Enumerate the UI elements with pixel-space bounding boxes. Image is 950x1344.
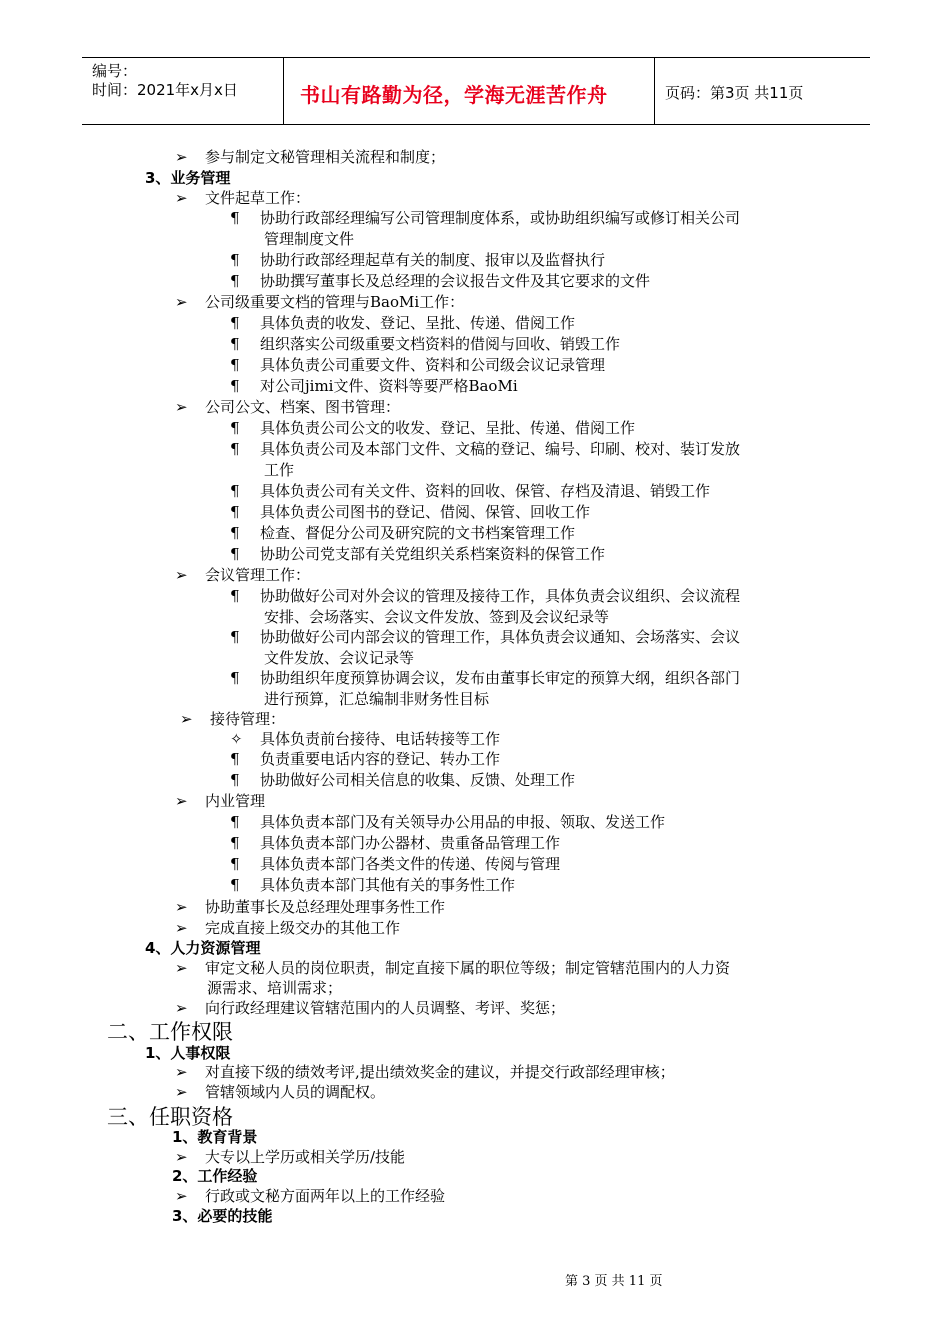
arrow-bullet-icon: ➢ [175,189,188,207]
sub-item-continuation: 管理制度文件 [264,230,355,248]
bullet-item: ➢ 接待管理： [180,710,286,728]
pilcrow-icon: ¶ [230,855,240,873]
sub-item-continuation: 进行预算，汇总编制非财务性目标 [264,690,490,708]
header-divider-right [654,57,655,125]
sub-item: ¶ 具体负责公司公文的收发、登记、呈批、传递、借阅工作 [230,419,636,437]
arrow-bullet-icon: ➢ [175,1063,188,1081]
diamond-bullet-icon: ✧ [230,730,243,748]
pilcrow-icon: ¶ [230,771,240,789]
header-page-info: 页码：第3页 共11页 [665,84,804,102]
sub-item: ¶ 具体负责本部门各类文件的传递、传阅与管理 [230,855,561,873]
bullet-item: ➢ 对直接下级的绩效考评,提出绩效奖金的建议，并提交行政部经理审核； [175,1063,675,1081]
header-bottom-rule [82,124,870,125]
arrow-bullet-icon: ➢ [175,293,188,311]
bullet-item: ➢ 参与制定文秘管理相关流程和制度； [175,148,446,166]
sub-item: ¶ 具体负责公司及本部门文件、文稿的登记、编号、印刷、校对、装订发放 [230,440,741,458]
sub-item: ¶ 协助公司党支部有关党组织关系档案资料的保管工作 [230,545,606,563]
pilcrow-icon: ¶ [230,356,240,374]
pilcrow-icon: ¶ [230,503,240,521]
sub-item: ¶ 具体负责本部门及有关领导办公用品的申报、领取、发送工作 [230,813,666,831]
bullet-item: ➢ 管辖领域内人员的调配权。 [175,1083,386,1101]
pilcrow-icon: ¶ [230,669,240,687]
pilcrow-icon: ¶ [230,545,240,563]
section-heading: 4、人力资源管理 [145,939,261,957]
sub-item: ¶ 协助撰写董事长及总经理的会议报告文件及其它要求的文件 [230,272,651,290]
pilcrow-icon: ¶ [230,628,240,646]
arrow-bullet-icon: ➢ [175,398,188,416]
arrow-bullet-icon: ➢ [175,999,188,1017]
bullet-item: ➢ 向行政经理建议管辖范围内的人员调整、考评、奖惩； [175,999,566,1017]
sub-item: ¶ 检查、督促分公司及研究院的文书档案管理工作 [230,524,576,542]
pilcrow-icon: ¶ [230,377,240,395]
sub-item: ¶ 协助做好公司相关信息的收集、反馈、处理工作 [230,771,576,789]
bullet-item: ➢ 行政或文秘方面两年以上的工作经验 [175,1187,446,1205]
header-date: 时间：2021年x月x日 [92,81,238,99]
arrow-bullet-icon: ➢ [175,1083,188,1101]
arrow-bullet-icon: ➢ [180,710,193,728]
pilcrow-icon: ¶ [230,834,240,852]
pilcrow-icon: ¶ [230,209,240,227]
chapter-heading: 二、工作权限 [107,1020,233,1044]
bullet-item: ➢ 会议管理工作： [175,566,311,584]
chapter-heading: 三、任职资格 [107,1105,233,1129]
bullet-item: ➢ 公司公文、档案、图书管理： [175,398,401,416]
sub-item: ¶ 对公司jimi文件、资料等要严格BaoMi [230,377,518,395]
sub-item-continuation: 文件发放、会议记录等 [264,649,415,667]
sub-item: ¶ 具体负责本部门其他有关的事务性工作 [230,876,516,894]
sub-item: ¶ 协助做好公司内部会议的管理工作，具体负责会议通知、会场落实、会议 [230,628,741,646]
sub-item: ¶ 具体负责公司有关文件、资料的回收、保管、存档及清退、销毁工作 [230,482,711,500]
header-number: 编号： [92,62,138,80]
bullet-item: ➢ 大专以上学历或相关学历/技能 [175,1148,406,1166]
arrow-bullet-icon: ➢ [175,1187,188,1205]
header-top-rule [82,57,870,58]
section-heading: 2、工作经验 [172,1167,258,1185]
sub-item: ¶ 协助行政部经理编写公司管理制度体系，或协助组织编写或修订相关公司 [230,209,741,227]
pilcrow-icon: ¶ [230,314,240,332]
sub-item: ¶ 具体负责本部门办公器材、贵重备品管理工作 [230,834,561,852]
pilcrow-icon: ¶ [230,750,240,768]
pilcrow-icon: ¶ [230,587,240,605]
arrow-bullet-icon: ➢ [175,1148,188,1166]
section-heading: 3、必要的技能 [172,1207,273,1225]
arrow-bullet-icon: ➢ [175,566,188,584]
sub-item: ¶ 协助行政部经理起草有关的制度、报审以及监督执行 [230,251,606,269]
sub-item: ¶ 负责重要电话内容的登记、转办工作 [230,750,501,768]
bullet-item: ➢ 协助董事长及总经理处理事务性工作 [175,898,446,916]
arrow-bullet-icon: ➢ [175,898,188,916]
pilcrow-icon: ¶ [230,440,240,458]
pilcrow-icon: ¶ [230,482,240,500]
section-heading: 3、业务管理 [145,169,231,187]
bullet-item: ➢ 文件起草工作： [175,189,311,207]
header-motto: 书山有路勤为径，学海无涯苦作舟 [300,83,608,107]
header-divider-left [283,57,284,125]
arrow-bullet-icon: ➢ [175,148,188,166]
section-heading: 1、人事权限 [145,1044,231,1062]
sub-item: ✧ 具体负责前台接待、电话转接等工作 [230,730,501,748]
pilcrow-icon: ¶ [230,876,240,894]
pilcrow-icon: ¶ [230,524,240,542]
sub-item: ¶ 具体负责公司图书的登记、借阅、保管、回收工作 [230,503,591,521]
sub-item: ¶ 组织落实公司级重要文档资料的借阅与回收、销毁工作 [230,335,621,353]
arrow-bullet-icon: ➢ [175,792,188,810]
pilcrow-icon: ¶ [230,813,240,831]
pilcrow-icon: ¶ [230,335,240,353]
sub-item-continuation: 工作 [264,461,295,479]
bullet-item: ➢ 审定文秘人员的岗位职责，制定直接下属的职位等级；制定管辖范围内的人力资 [175,959,731,977]
arrow-bullet-icon: ➢ [175,959,188,977]
pilcrow-icon: ¶ [230,419,240,437]
bullet-item-continuation: 源需求、培训需求； [207,979,343,997]
sub-item: ¶ 协助做好公司对外会议的管理及接待工作，具体负责会议组织、会议流程 [230,587,741,605]
sub-item: ¶ 协助组织年度预算协调会议，发布由董事长审定的预算大纲，组织各部门 [230,669,741,687]
bullet-item: ➢ 公司级重要文档的管理与BaoMi工作： [175,293,465,311]
bullet-item: ➢ 内业管理 [175,792,266,810]
pilcrow-icon: ¶ [230,272,240,290]
page-footer: 第 3 页 共 11 页 [565,1274,663,1289]
bullet-item: ➢ 完成直接上级交办的其他工作 [175,919,401,937]
sub-item: ¶ 具体负责公司重要文件、资料和公司级会议记录管理 [230,356,606,374]
arrow-bullet-icon: ➢ [175,919,188,937]
section-heading: 1、教育背景 [172,1128,258,1146]
pilcrow-icon: ¶ [230,251,240,269]
sub-item: ¶ 具体负责的收发、登记、呈批、传递、借阅工作 [230,314,576,332]
sub-item-continuation: 安排、会场落实、会议文件发放、签到及会议纪录等 [264,608,610,626]
